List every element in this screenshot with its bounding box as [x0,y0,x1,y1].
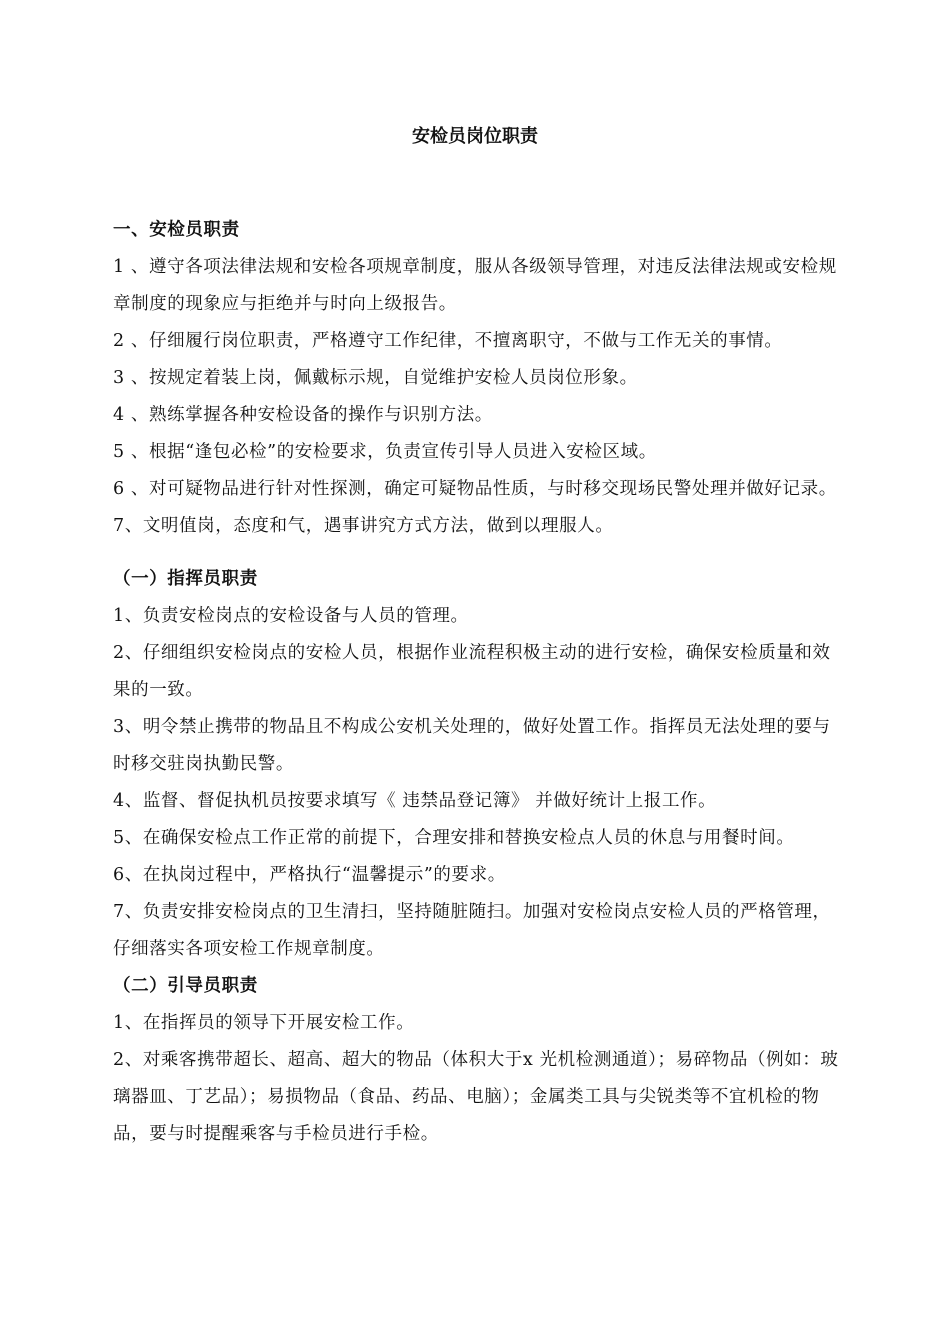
document-body [113,212,839,1153]
paragraph: 2、仔细组织安检岗点的安检人员，根据作业流程积极主动的进行安检，确保安检质量和效果的一致。 [113,643,831,700]
paragraph: 2 、仔细履行岗位职责，严格遵守工作纪律，不擅离职守，不做与工作无关的事情。 [113,331,783,351]
paragraph: 4、监督、督促执机员按要求填写《 违禁品登记簿》 并做好统计上报工作。 [113,791,717,811]
paragraph: 5、在确保安检点工作正常的前提下，合理安排和替换安检点人员的休息与用餐时间。 [113,828,795,848]
paragraph: 2、对乘客携带超长、超高、超大的物品（体积大于x 光机检测通道）；易碎物品（例如：玻璃器皿、丁艺品）；易损物品（食品、药品、电脑）；金属类工具与尖锐类等不宜机检的物品，要与时提醒乘客与手检员进行手检。 [113,1050,839,1144]
document-title: 安检员岗位职责 [412,126,538,147]
paragraph: 4 、熟练掌握各种安检设备的操作与识别方法。 [113,405,493,425]
paragraph: 7、文明值岗，态度和气，遇事讲究方式方法，做到以理服人。 [113,516,614,536]
paragraph: 1、在指挥员的领导下开展安检工作。 [113,1013,415,1033]
paragraph: 3 、按规定着装上岗，佩戴标示规，自觉维护安检人员岗位形象。 [113,368,638,388]
paragraph: 3、明令禁止携带的物品且不构成公安机关处理的，做好处置工作。指挥员无法处理的要与时移交驻岗执勤民警。 [113,717,831,774]
paragraph: 5 、根据“逢包必检”的安检要求，负责宣传引导人员进入安检区域。 [113,442,657,462]
section-heading-guide: （二）引导员职责 [113,976,258,996]
paragraph: 6 、对可疑物品进行针对性探测，确定可疑物品性质，与时移交现场民警处理并做好记录。 [113,479,837,499]
paragraph: 6、在执岗过程中，严格执行“温馨提示”的要求。 [113,865,506,885]
paragraph: 1 、遵守各项法律法规和安检各项规章制度，服从各级领导管理，对违反法律法规或安检规章制度的现象应与拒绝并与时向上级报告。 [113,257,837,314]
paragraph: 7、负责安排安检岗点的卫生清扫，坚持随脏随扫。加强对安检岗点安检人员的严格管理，仔细落实各项安检工作规章制度。 [113,902,831,959]
section-heading-commander: （一）指挥员职责 [113,569,258,589]
section-heading-inspector: 一、安检员职责 [113,220,240,240]
paragraph: 1、负责安检岗点的安检设备与人员的管理。 [113,606,469,626]
